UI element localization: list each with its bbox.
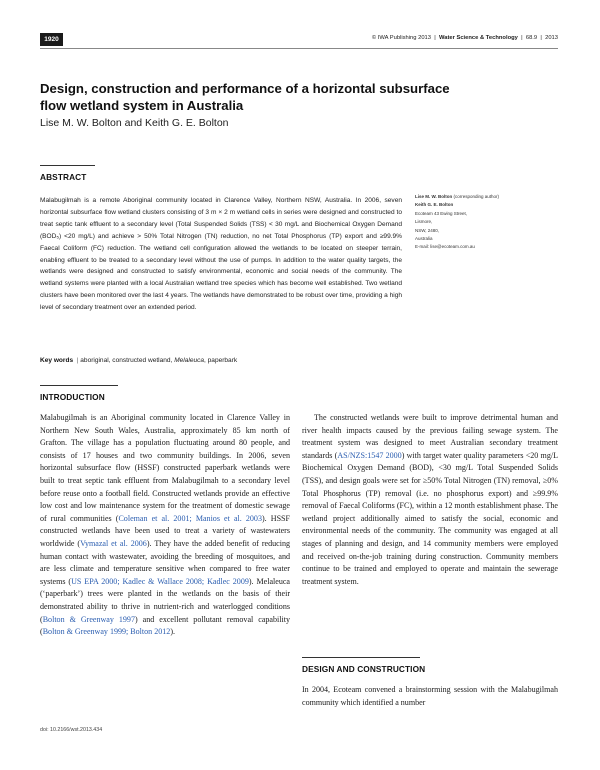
introduction-left-column: Malabugilmah is an Aboriginal community located in Clarence Valley in Northern New South Wales, Australia, approximately 85 km north of Grafton. The village has a population fluctuating around 80 people, and consists of 17 houses and two community buildings. In 2006, seven horizontal subsurface flow (HSSF) constructed paperbark wetlands were built to treat septic tank effluent from Malabugilmah to a secondary level before reuse onto a football field. Constructed wetlands provide an effective low cost and low maintenance system for the treatment of domestic sewage of rural communities (Coleman et al. 2001; Manios et al. 2003). HSSF constructed wetlands have been used to treat a variety of wastewaters worldwide (Vymazal et al. 2006). They have the added benefit of reducing human contact with wastewater, avoiding the breeding of mosquitoes, and are less climate and temperature sensitive when compared to free water systems (US EPA 2000; Kadlec & Wallace 2008; Kadlec 2009). Melaleuca (‘paperbark’) trees were planted in the wetlands on the basis of their demonstrated ability to thrive in nutrient-rich and waterlogged conditions (Bolton & Greenway 1997) and excellent pollutant removal capability (Bolton & Greenway 1999; Bolton 2012). [40, 413, 291, 637]
design-text: In 2004, Ecoteam convened a brainstorming session with the Malabugilmah community which identified a number [302, 685, 558, 707]
volume: 68.9 [525, 35, 538, 41]
author-email[interactable]: E-mail: lise@ecoteam.com.au [415, 244, 475, 250]
introduction-heading: INTRODUCTION [40, 392, 105, 402]
introduction-right-column: The constructed wetlands were built to improve detrimental human and river health impacts caused by the previous failing sewage system. The treatment system was designed to meet Australian secondary treatment standards (AS/NZS:1547 2000) with target water quality parameters <20 mg/L Biochemical Oxygen Demand (BOD), <30 mg/L Total Suspended Solids (TSS), and design goals were set for ≥50% Total Nitrogen (TN) removal, ≥0% Total Phosphorus (TP) removal (i.e. no phosphorus export) and ≥99.9% removal of Faecal Coliforms (FC), within a 12 month establishment phase. The wetland project additionally aimed to satisfy the social, economic and environmental needs of the community. The community was engaged at all stages of planning and design, and 14 community members were employed and received on-the-job training during construction. Community members continue to be trained and employed to operate and maintain the sewerage treatment system. [302, 413, 558, 586]
abstract-rule [40, 165, 95, 166]
keywords-label: Key words [40, 357, 74, 364]
year: 2013 [545, 35, 558, 41]
keywords-end: , paperbark [204, 357, 238, 364]
citation-link[interactable]: Coleman et al. 2001; Manios et al. 2003 [118, 513, 262, 523]
article-title: Design, construction and performance of a horizontal subsurface flow wetland system in Australia [40, 81, 450, 113]
corresponding-note: (corresponding author) [452, 194, 500, 199]
doi[interactable]: doi: 10.2166/wst.2013.434 [40, 727, 103, 733]
address-line: Ecoteam 43 Ewing Street, [415, 210, 468, 216]
keywords: Key words | aboriginal, constructed wetland, Melaleuca, paperbark [40, 357, 238, 364]
page-header [40, 33, 558, 47]
abstract-text: Malabugilmah is a remote Aboriginal community located in Clarence Valley, Northern NSW, Australia. In 2006, seven horizontal subsurface flow wetland clusters consisting of 3 m × 2 m wetland cells in series were designed and constructed to treat septic tank effluent to a secondary level (Total Suspended Solids (TSS) < 30 mg/L and Biochemical Oxygen Demand (BOD₅) <20 mg/L) and achieve > 50% Total Nitrogen (TN) reduction, no net Total Phosphorus (TP) export and ≥99.9% Faecal Coliform (FC) reduction. The wetland cell configuration allowed the wetlands to be located on steeper terrain, enabling effluent to be treated to a secondary level without the use of pumps. In addition to the water quality targets, the wetlands were designed and constructed to satisfy environmental, economic and social needs of the community. The wetland systems were planted with a local Australian wetland tree species which has become well established. Two wetland clusters have been monitored over the last 4 years. The wetlands have demonstrated to be robust over time, providing a high level of secondary treatment over an extended period. [40, 197, 402, 312]
keywords-italic: Melaleuca [174, 357, 205, 364]
design-rule [302, 657, 420, 658]
citation-link[interactable]: US EPA 2000; Kadlec & Wallace 2008; Kadlec 2009 [71, 576, 249, 586]
journal-title: Water Science & Technology [438, 35, 518, 41]
design-heading: DESIGN AND CONSTRUCTION [302, 664, 426, 674]
page-number: 1920 [40, 33, 63, 46]
citation-link[interactable]: Bolton & Greenway 1997 [42, 614, 135, 624]
address-line: Australia [415, 236, 433, 242]
abstract-heading: ABSTRACT [40, 172, 87, 182]
publisher: © IWA Publishing 2013 [371, 35, 432, 41]
second-author: Keith G. E. Bolton [415, 202, 454, 208]
header-rule [40, 48, 558, 49]
corresponding-author: Lise M. W. Bolton [415, 194, 453, 199]
citation-link[interactable]: AS/NZS:1547 2000 [337, 450, 402, 460]
article-authors: Lise M. W. Bolton and Keith G. E. Bolton [40, 117, 229, 129]
address-line: Lismore, [415, 219, 433, 225]
address-line: NSW, 2480, [415, 227, 440, 233]
citation-link[interactable]: Vymazal et al. 2006 [80, 538, 147, 548]
author-affiliation [415, 193, 565, 252]
introduction-rule [40, 385, 118, 386]
citation-link[interactable]: Bolton & Greenway 1999; Bolton 2012 [42, 627, 171, 637]
keywords-plain: aboriginal, constructed wetland, [80, 357, 175, 364]
journal-info: © IWA Publishing 2013 | Water Science & Technology | 68.9 | 2013 [371, 35, 558, 41]
